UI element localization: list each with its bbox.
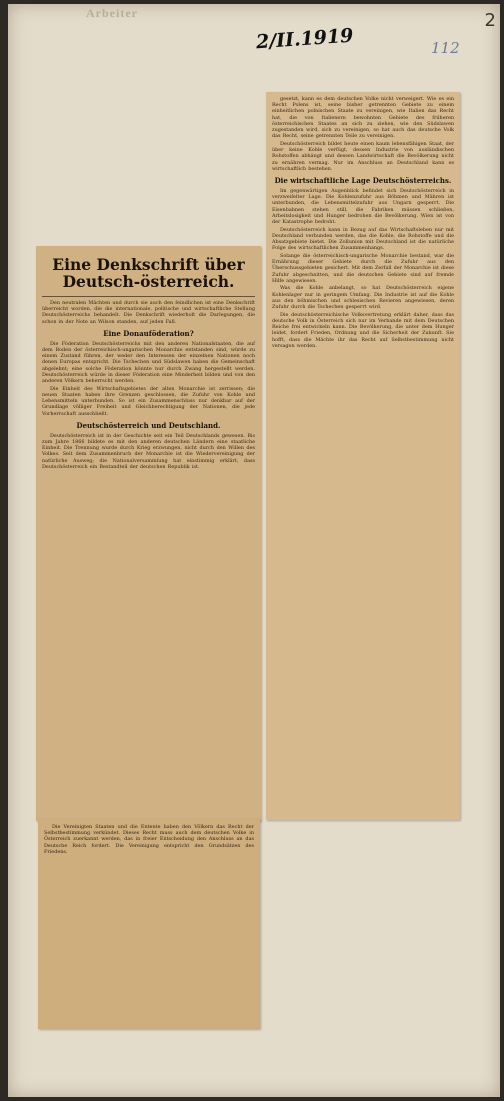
- section2-heading: Deutschösterreich und Deutschland.: [76, 420, 221, 430]
- section2-paragraph-1: Deutschösterreich ist in der Geschichte seit ein Teil Deutschlands gewesen. Bis zum Jahre 1866 bildete es mit den anderen deutschen Ländern eine staatliche Einheit. Die Trennung wurde durch Krieg erzwungen, nicht durch den Willen des Volkes. Seit dem Zusammenbruch der Monarchie ist die Wiedervereinigung der natürliche Ausweg; die Nationalversammlung hat einstimmig erklärt, dass Deutschösterreich ein Bestandteil der deutschen Republik ist.: [42, 432, 255, 470]
- handwritten-number: 112: [431, 39, 460, 57]
- section3-heading: Die wirtschaftliche Lage Deutschösterreichs.: [274, 175, 452, 185]
- section3-paragraph-1: Im gegenwärtigen Augenblick befindet sich Deutschösterreich in verzweifelter Lage. Die Kohlenzufuhr aus Böhmen und Mähren ist unterbunden, die Lebensmittelzufuhr aus Ungarn gesperrt. Die Eisenbahnen stehen still, die Fabriken müssen schließen, Arbeitslosigkeit und Hunger bedrohen die Bevölkerung. Wien ist von der Katastrophe bedroht.: [272, 187, 454, 225]
- section1-body: [36, 341, 261, 417]
- clipping-bottom-continuation: [38, 819, 260, 1029]
- corner-page-number: 2: [484, 10, 496, 31]
- section1-heading: Eine Donauföderation?: [103, 328, 194, 338]
- right-column-body: [266, 92, 460, 172]
- continuation-body: [38, 819, 260, 855]
- section2-paragraph-2: Die Vereinigten Staaten und die Entente haben den Völkern das Recht der Selbstbestimmung verkündet. Dieses Recht muss auch dem deutschen Volke in Österreich zuerkannt werden, das in freier Entscheidung den Anschluss an das Deutsche Reich fordert. Die Vereinigung entspricht den Grundsätzen des Friedens.: [44, 824, 254, 855]
- handwritten-date: 2/II.1919: [255, 24, 355, 54]
- section3-paragraph-3: Solange die österreichisch-ungarische Monarchie bestand, war die Ernährung dieser Gebiete durch die Zufuhr aus den Überschussgebieten gesichert. Mit dem Zerfall der Monarchie ist diese Zufuhr abgeschnitten, und die deutschen Gebiete sind auf fremde Hilfe angewiesen.: [272, 252, 454, 284]
- section3-paragraph-4: Was die Kohle anbelangt, so hat Deutschösterreich eigene Kohlenlager nur in geringem Umfang. Die Industrie ist auf die Kohle aus den böhmischen und schlesischen Revieren angewiesen, deren Zufuhr durch die Tschechen gesperrt wird.: [272, 285, 454, 311]
- clipping-left-column: [36, 246, 261, 821]
- headline-rule: [42, 296, 255, 297]
- intro-paragraph: Den neutralen Mächten und durch sie auch den feindlichen ist eine Denkschrift überreicht worden, die die internationale, politische und wirtschaftliche Stellung Deutschösterreichs behandelt. Die Denkschrift wiederholt die Darlegungen, die schon in der Note an Wilson standen, auf jeden Fall.: [42, 300, 255, 325]
- section1-paragraph-2: Die Einheit des Wirtschaftsgebietes der alten Monarchie ist zerrissen; die neuen Staaten haben ihre Grenzen geschlossen, die Zufuhr von Kohle und Lebensmitteln unterbunden. So ist ein Zusammenschluss nur denkbar auf der Grundlage völliger Freiheit und Gleichberechtigung der Nationen, die jede Vorherrschaft ausschließt.: [42, 385, 255, 417]
- section2-body: [36, 433, 261, 470]
- section1-paragraph-1: Die Föderation Deutschösterreichs mit den anderen Nationalstaaten, die auf dem Boden der österreichisch-ungarischen Monarchie entstanden sind, würde zu einem Zustand führen, der weder den Interessen der einzelnen Nationen noch denen Europas entspricht. Die Tschechen und Südslawen haben die Gemeinschaft abgelehnt; eine solche Föderation könnte nur durch Zwang hergestellt werden. Deutschösterreich würde in dieser Föderation eine Minderheit bilden und von den anderen Völkern beherrscht werden.: [42, 340, 255, 385]
- article-headline: Eine Denkschrift über Deutsch-österreich.: [52, 255, 245, 291]
- clipping-right-column: [266, 92, 460, 820]
- intro-body: [36, 300, 261, 325]
- section3-body: [266, 188, 460, 349]
- archive-stamp: Arbeiter: [86, 6, 138, 20]
- section3-paragraph-2: Deutschösterreich kann in Bezug auf das Wirtschaftsleben nur mit Deutschland verbunden werden, das die Kohle, die Rohstoffe und die Absatzgebiete bietet. Die Zollunion mit Deutschland ist die natürliche Folge des wirtschaftlichen Zusammenhangs.: [272, 226, 454, 252]
- right-col-paragraph-2: Deutschösterreich bildet heute einen kaum lebensfähigen Staat, der über keine Kohle verfügt, dessen Industrie von ausländischen Rohstoffen abhängt und dessen Landwirtschaft die Bevölkerung nicht zu ernähren vermag. Nur im Anschluss an Deutschland kann es wirtschaftlich bestehen.: [272, 140, 454, 172]
- right-col-paragraph-1: gesetzt, kann es dem deutschen Volke nicht verweigert. Wie es ein Recht Polens ist, seine bisher getrennten Gebiete zu einem einheitlichen polnischen Staate zu vereinigen, wie Italien das Recht hat, die von Italienern bewohnten Gebiete des früheren österreichischen Staates an sich zu ziehen, wie den Südslawen zugestanden wird, sich zu vereinigen, so hat auch das deutsche Volk das Recht, seine getrennten Teile zu vereinigen.: [272, 96, 454, 140]
- section3-paragraph-5: Die deutschösterreichische Volksvertretung erklärt daher, dass das deutsche Volk in Österreich sich nur im Verbande mit dem Deutschen Reiche frei entwickeln kann. Die Bevölkerung, die unter dem Hunger leidet, fordert Frieden, Ordnung und die Sicherheit der Zukunft. Sie hofft, dass die Mächte ihr das Recht auf Selbstbestimmung nicht versagen werden.: [272, 311, 454, 349]
- archive-sheet: [8, 4, 500, 1097]
